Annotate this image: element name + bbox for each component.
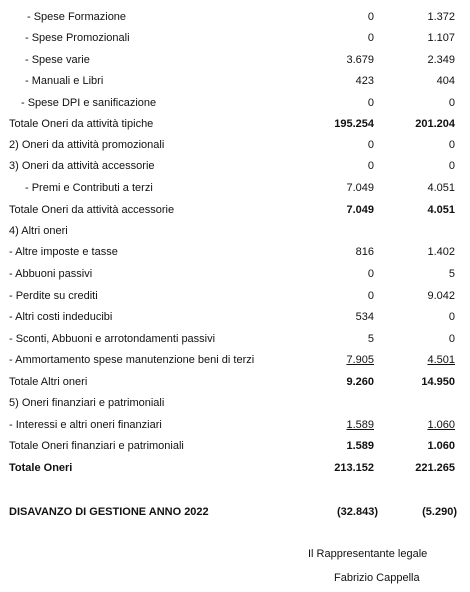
value-current: (32.843): [337, 506, 378, 518]
value-previous: 0: [448, 160, 455, 172]
value-current: 1.589: [346, 419, 374, 431]
value-previous: 5: [448, 268, 455, 280]
value-current: 0: [367, 32, 374, 44]
table-row: [0, 331, 470, 347]
row-label: - Interessi e altri oneri finanziari: [9, 419, 162, 431]
total-row: [0, 116, 470, 132]
section-row: [0, 137, 470, 153]
row-label: - Sconti, Abbuoni e arrotondamenti passivi: [9, 333, 216, 345]
section-row: [0, 395, 470, 411]
table-row: [0, 417, 470, 433]
signature-role: Il Rappresentante legale: [308, 548, 428, 560]
grand-total-row: [0, 460, 470, 476]
row-label: 5) Oneri finanziari e patrimoniali: [9, 397, 165, 409]
row-label: - Manuali e Libri: [25, 75, 104, 87]
value-previous: 1.060: [427, 419, 455, 431]
row-label: 4) Altri oneri: [9, 225, 68, 237]
section-row: [0, 223, 470, 239]
row-label: - Perdite su crediti: [9, 290, 98, 302]
row-label: Totale Oneri: [9, 462, 73, 474]
row-label: Totale Altri oneri: [9, 376, 88, 388]
row-label: - Ammortamento spese manutenzione beni di terzi: [9, 354, 255, 366]
value-previous: 0: [448, 311, 455, 323]
value-previous: 221.265: [415, 462, 455, 474]
signature-name: Fabrizio Cappella: [334, 572, 420, 584]
table-row: [0, 73, 470, 89]
value-previous: 0: [448, 139, 455, 151]
value-previous: 201.204: [415, 118, 455, 130]
row-label: 2) Oneri da attività promozionali: [9, 139, 165, 151]
row-label: - Abbuoni passivi: [9, 268, 93, 280]
row-label: - Altre imposte e tasse: [9, 246, 118, 258]
value-previous: 4.051: [427, 204, 455, 216]
value-previous: 1.107: [427, 32, 455, 44]
disavanzo-label: DISAVANZO DI GESTIONE ANNO 2022: [9, 506, 209, 518]
value-current: 1.589: [346, 440, 374, 452]
table-row: [0, 244, 470, 260]
value-previous: 0: [448, 97, 455, 109]
value-previous: 0: [448, 333, 455, 345]
value-current: 423: [355, 75, 374, 87]
table-row: [0, 180, 470, 196]
table-row: [0, 30, 470, 46]
value-previous: 1.372: [427, 11, 455, 23]
value-previous: 1.402: [427, 246, 455, 258]
row-label: - Spese Formazione: [27, 11, 127, 23]
total-row: [0, 438, 470, 454]
table-row: [0, 52, 470, 68]
value-current: 0: [367, 290, 374, 302]
section-row: [0, 158, 470, 174]
row-label: 3) Oneri da attività accessorie: [9, 160, 155, 172]
value-current: 9.260: [346, 376, 374, 388]
value-current: 0: [367, 268, 374, 280]
value-current: 195.254: [334, 118, 374, 130]
value-current: 7.049: [346, 204, 374, 216]
table-row: [0, 352, 470, 368]
value-current: 5: [367, 333, 374, 345]
row-label: - Spese Promozionali: [25, 32, 130, 44]
value-previous: (5.290): [422, 506, 457, 518]
total-row: [0, 374, 470, 390]
value-current: 0: [367, 97, 374, 109]
value-current: 7.049: [346, 182, 374, 194]
table-row: [0, 266, 470, 282]
value-previous: 404: [436, 75, 455, 87]
row-label: - Premi e Contributi a terzi: [25, 182, 153, 194]
table-row: [0, 9, 470, 25]
row-label: - Spese varie: [25, 54, 90, 66]
value-previous: 4.051: [427, 182, 455, 194]
value-current: 0: [367, 139, 374, 151]
value-current: 534: [355, 311, 374, 323]
value-previous: 1.060: [427, 440, 455, 452]
value-current: 0: [367, 160, 374, 172]
value-previous: 9.042: [427, 290, 455, 302]
value-current: 213.152: [334, 462, 374, 474]
value-current: 0: [367, 11, 374, 23]
row-label: - Altri costi indeducibi: [9, 311, 113, 323]
total-row: [0, 202, 470, 218]
row-label: - Spese DPI e sanificazione: [21, 97, 157, 109]
table-row: [0, 95, 470, 111]
value-previous: 14.950: [421, 376, 455, 388]
row-label: Totale Oneri da attività accessorie: [9, 204, 175, 216]
table-row: [0, 288, 470, 304]
value-current: 816: [355, 246, 374, 258]
value-previous: 4.501: [427, 354, 455, 366]
row-label: Totale Oneri finanziari e patrimoniali: [9, 440, 184, 452]
table-row: [0, 309, 470, 325]
row-label: Totale Oneri da attività tipiche: [9, 118, 154, 130]
value-current: 7.905: [346, 354, 374, 366]
disavanzo-row: [0, 504, 470, 520]
value-current: 3.679: [346, 54, 374, 66]
value-previous: 2.349: [427, 54, 455, 66]
